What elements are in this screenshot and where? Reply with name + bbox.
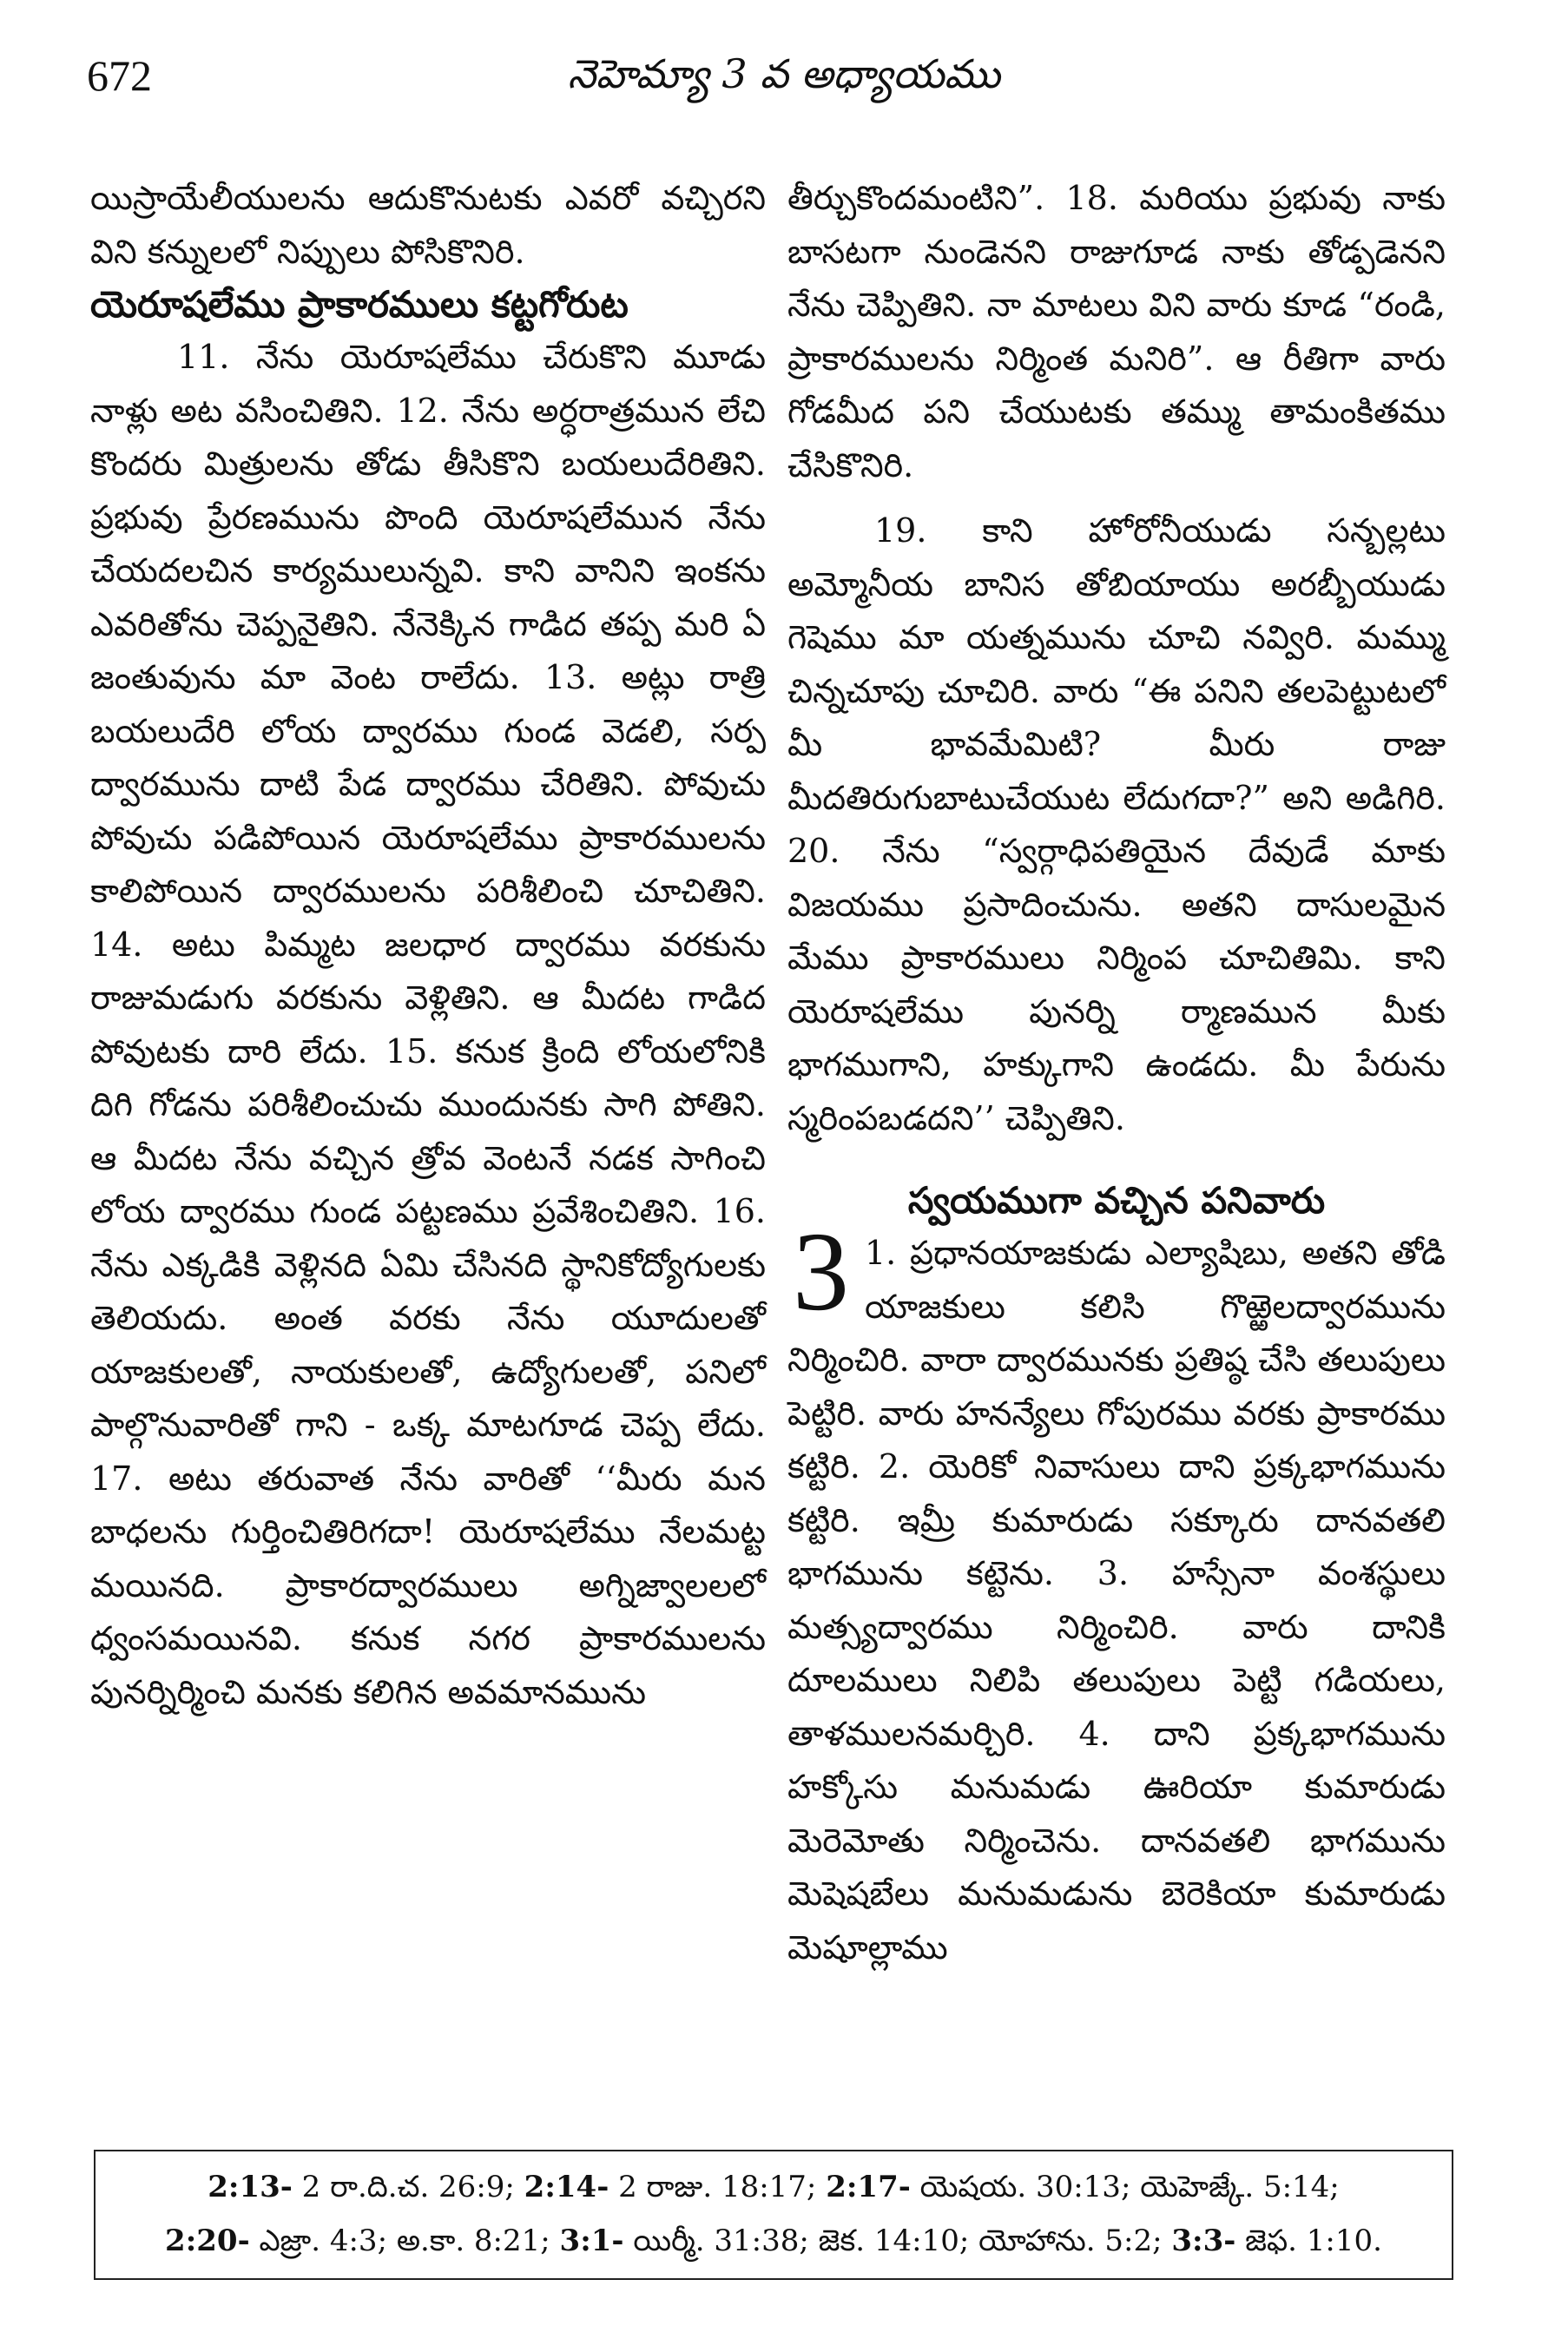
reference-label: 2:20-	[165, 2224, 250, 2258]
cross-reference-line-1	[96, 2160, 1452, 2214]
reference-text: యిర్మీ. 31:38; జెక. 14:10; యోహాను. 5:2;	[623, 2224, 1172, 2258]
page-header	[83, 45, 1485, 115]
reference-label: 2:17-	[826, 2170, 911, 2204]
paragraph: 1. ప్రధానయాజకుడు ఎల్యాషిబు, అతని తోడి యాజకులు కలిసి గొఱ్ఱెలద్వారమును నిర్మించిరి. వారా ద్వారమునకు ప్రతిష్ఠ చేసి తలుపులు పెట్టిరి. వారు హనన్యేలు గోపురము వరకు ప్రాకారము కట్టిరి. 2. యెరికో నివాసులు దాని ప్రక్కభాగమును కట్టిరి. ఇమ్రీ కుమారుడు సక్కూరు దానవతలి భాగమును కట్టెను. 3. హస్సేనా వంశస్థులు మత్స్యద్వారము నిర్మించిరి. వారు దానికి దూలములు నిలిపి తలుపులు పెట్టి గడియలు, తాళములనమర్చిరి. 4. దాని ప్రక్కభాగమును హక్కోసు మనుమడు ఊరియా కుమారుడు మెరెమోతు నిర్మించెను. దానవతలి భాగమును మెషెషబేలు మనుమడును బెరెకియా కుమారుడు మెషూల్లాము	[787, 1234, 1446, 1967]
reference-text: యెషయ. 30:13; యెహెజ్కే. 5:14;	[910, 2170, 1340, 2204]
section-heading: యెరూషలేము ప్రాకారములు కట్టగోరుట	[90, 283, 629, 326]
reference-text: జెఫ. 1:10.	[1235, 2224, 1382, 2258]
right-column	[787, 172, 1446, 1974]
cross-references-box	[94, 2150, 1453, 2280]
running-title: నెహెమ్యా 3 వ అధ్యాయము	[567, 50, 1001, 97]
reference-label: 3:3-	[1171, 2224, 1236, 2258]
section-heading: స్వయముగా వచ్చిన పనివారు	[907, 1179, 1326, 1222]
reference-text: ఎజ్రా. 4:3; అ.కా. 8:21;	[249, 2224, 560, 2258]
page-number: 672	[87, 51, 152, 100]
reference-label: 2:14-	[524, 2170, 609, 2204]
reference-text: 2 రా.ది.చ. 26:9;	[292, 2170, 524, 2204]
paragraph: యిస్రాయేలీయులను ఆదుకొనుటకు ఎవరో వచ్చిరని విని కన్నులలో నిప్పులు పోసికొనిరి.	[90, 179, 766, 271]
left-column	[90, 172, 766, 1719]
paragraph: 11. నేను యెరూషలేము చేరుకొని మూడు నాళ్లు అట వసించితిని. 12. నేను అర్ధరాత్రమున లేచి కొందరు మిత్రులను తోడు తీసికొని బయలుదేరితిని. ప్రభువు ప్రేరణమును పొంది యెరూషలేమున నేను చేయదలచిన కార్యములున్నవి. కాని వానిని ఇంకను ఎవరితోను చెప్పనైతిని. నేనెక్కిన గాడిద తప్ప మరి ఏ జంతువును మా వెంట రాలేదు. 13. అట్లు రాత్రి బయలుదేరి లోయ ద్వారము గుండ వెడలి, సర్ప ద్వారమును దాటి పేడ ద్వారము చేరితిని. పోవుచు పోవుచు పడిపోయిన యెరూషలేము ప్రాకారములను కాలిపోయిన ద్వారములను పరిశీలించి చూచితిని. 14. అటు పిమ్మట జలధార ద్వారము వరకును రాజుమడుగు వరకును వెళ్లితిని. ఆ మీదట గాడిద పోవుటకు దారి లేదు. 15. కనుక క్రింది లోయలోనికి దిగి గోడను పరిశీలించుచు ముందునకు సాగి పోతిని. ఆ మీదట నేను వచ్చిన త్రోవ వెంటనే నడక సాగించి లోయ ద్వారము గుండ పట్టణము ప్రవేశించితిని. 16. నేను ఎక్కడికి వెళ్లినది ఏమి చేసినది స్థానికోద్యోగులకు తెలియదు. అంత వరకు నేను యూదులతో యాజకులతో, నాయకులతో, ఉద్యోగులతో, పనిలో పాల్గొనువారితో గాని - ఒక్క మాటగూడ చెప్ప లేదు. 17. అటు తరువాత నేను వారితో ‘‘మీరు మన బాధలను గుర్తించితిరిగదా! యెరూషలేము నేలమట్ట మయినది. ప్రాకారద్వారములు అగ్నిజ్వాలలలో ధ్వంసమయినవి. కనుక నగర ప్రాకారములను పునర్నిర్మించి మనకు కలిగిన అవమానమును	[90, 338, 766, 1711]
reference-label: 3:1-	[559, 2224, 624, 2258]
cross-reference-line-2	[96, 2214, 1452, 2268]
reference-label: 2:13-	[208, 2170, 293, 2204]
paragraph: తీర్చుకొందమంటిని”. 18. మరియు ప్రభువు నాకు బాసటగా నుండెనని రాజుగూడ నాకు తోడ్పడెనని నేను చెప్పితిని. నా మాటలు విని వారు కూడ “రండి, ప్రాకారములను నిర్మింత మనిరి”. ఆ రీతిగా వారు గోడమీద పని చేయుటకు తమ్ము తామంకితము చేసికొనిరి.	[787, 179, 1446, 484]
chapter-start	[787, 1209, 1446, 1974]
reference-text: 2 రాజు. 18:17;	[609, 2170, 827, 2204]
chapter-number: 3	[793, 1209, 849, 1334]
paragraph: 19. కాని హోరోనీయుడు సన్బల్లటు అమ్మోనీయ బానిస తోబియాయు అరబ్బీయుడు గెషెము మా యత్నమును చూచి నవ్విరి. మమ్ము చిన్నచూపు చూచిరి. వారు “ఈ పనిని తలపెట్టుటలో మీ భావమేమిటి? మీరు రాజు మీదతిరుగుబాటుచేయుట లేదుగదా?” అని అడిగిరి. 20. నేను “స్వర్గాధిపతియైన దేవుడే మాకు విజయము ప్రసాదించును. అతని దాసులమైన మేము ప్రాకారములు నిర్మింప చూచితిమి. కాని యెరూషలేము పునర్ని ర్మాణమున మీకు భాగముగాని, హక్కుగాని ఉండదు. మీ పేరును స్మరింపబడదని’’ చెప్పితిని.	[787, 511, 1446, 1137]
